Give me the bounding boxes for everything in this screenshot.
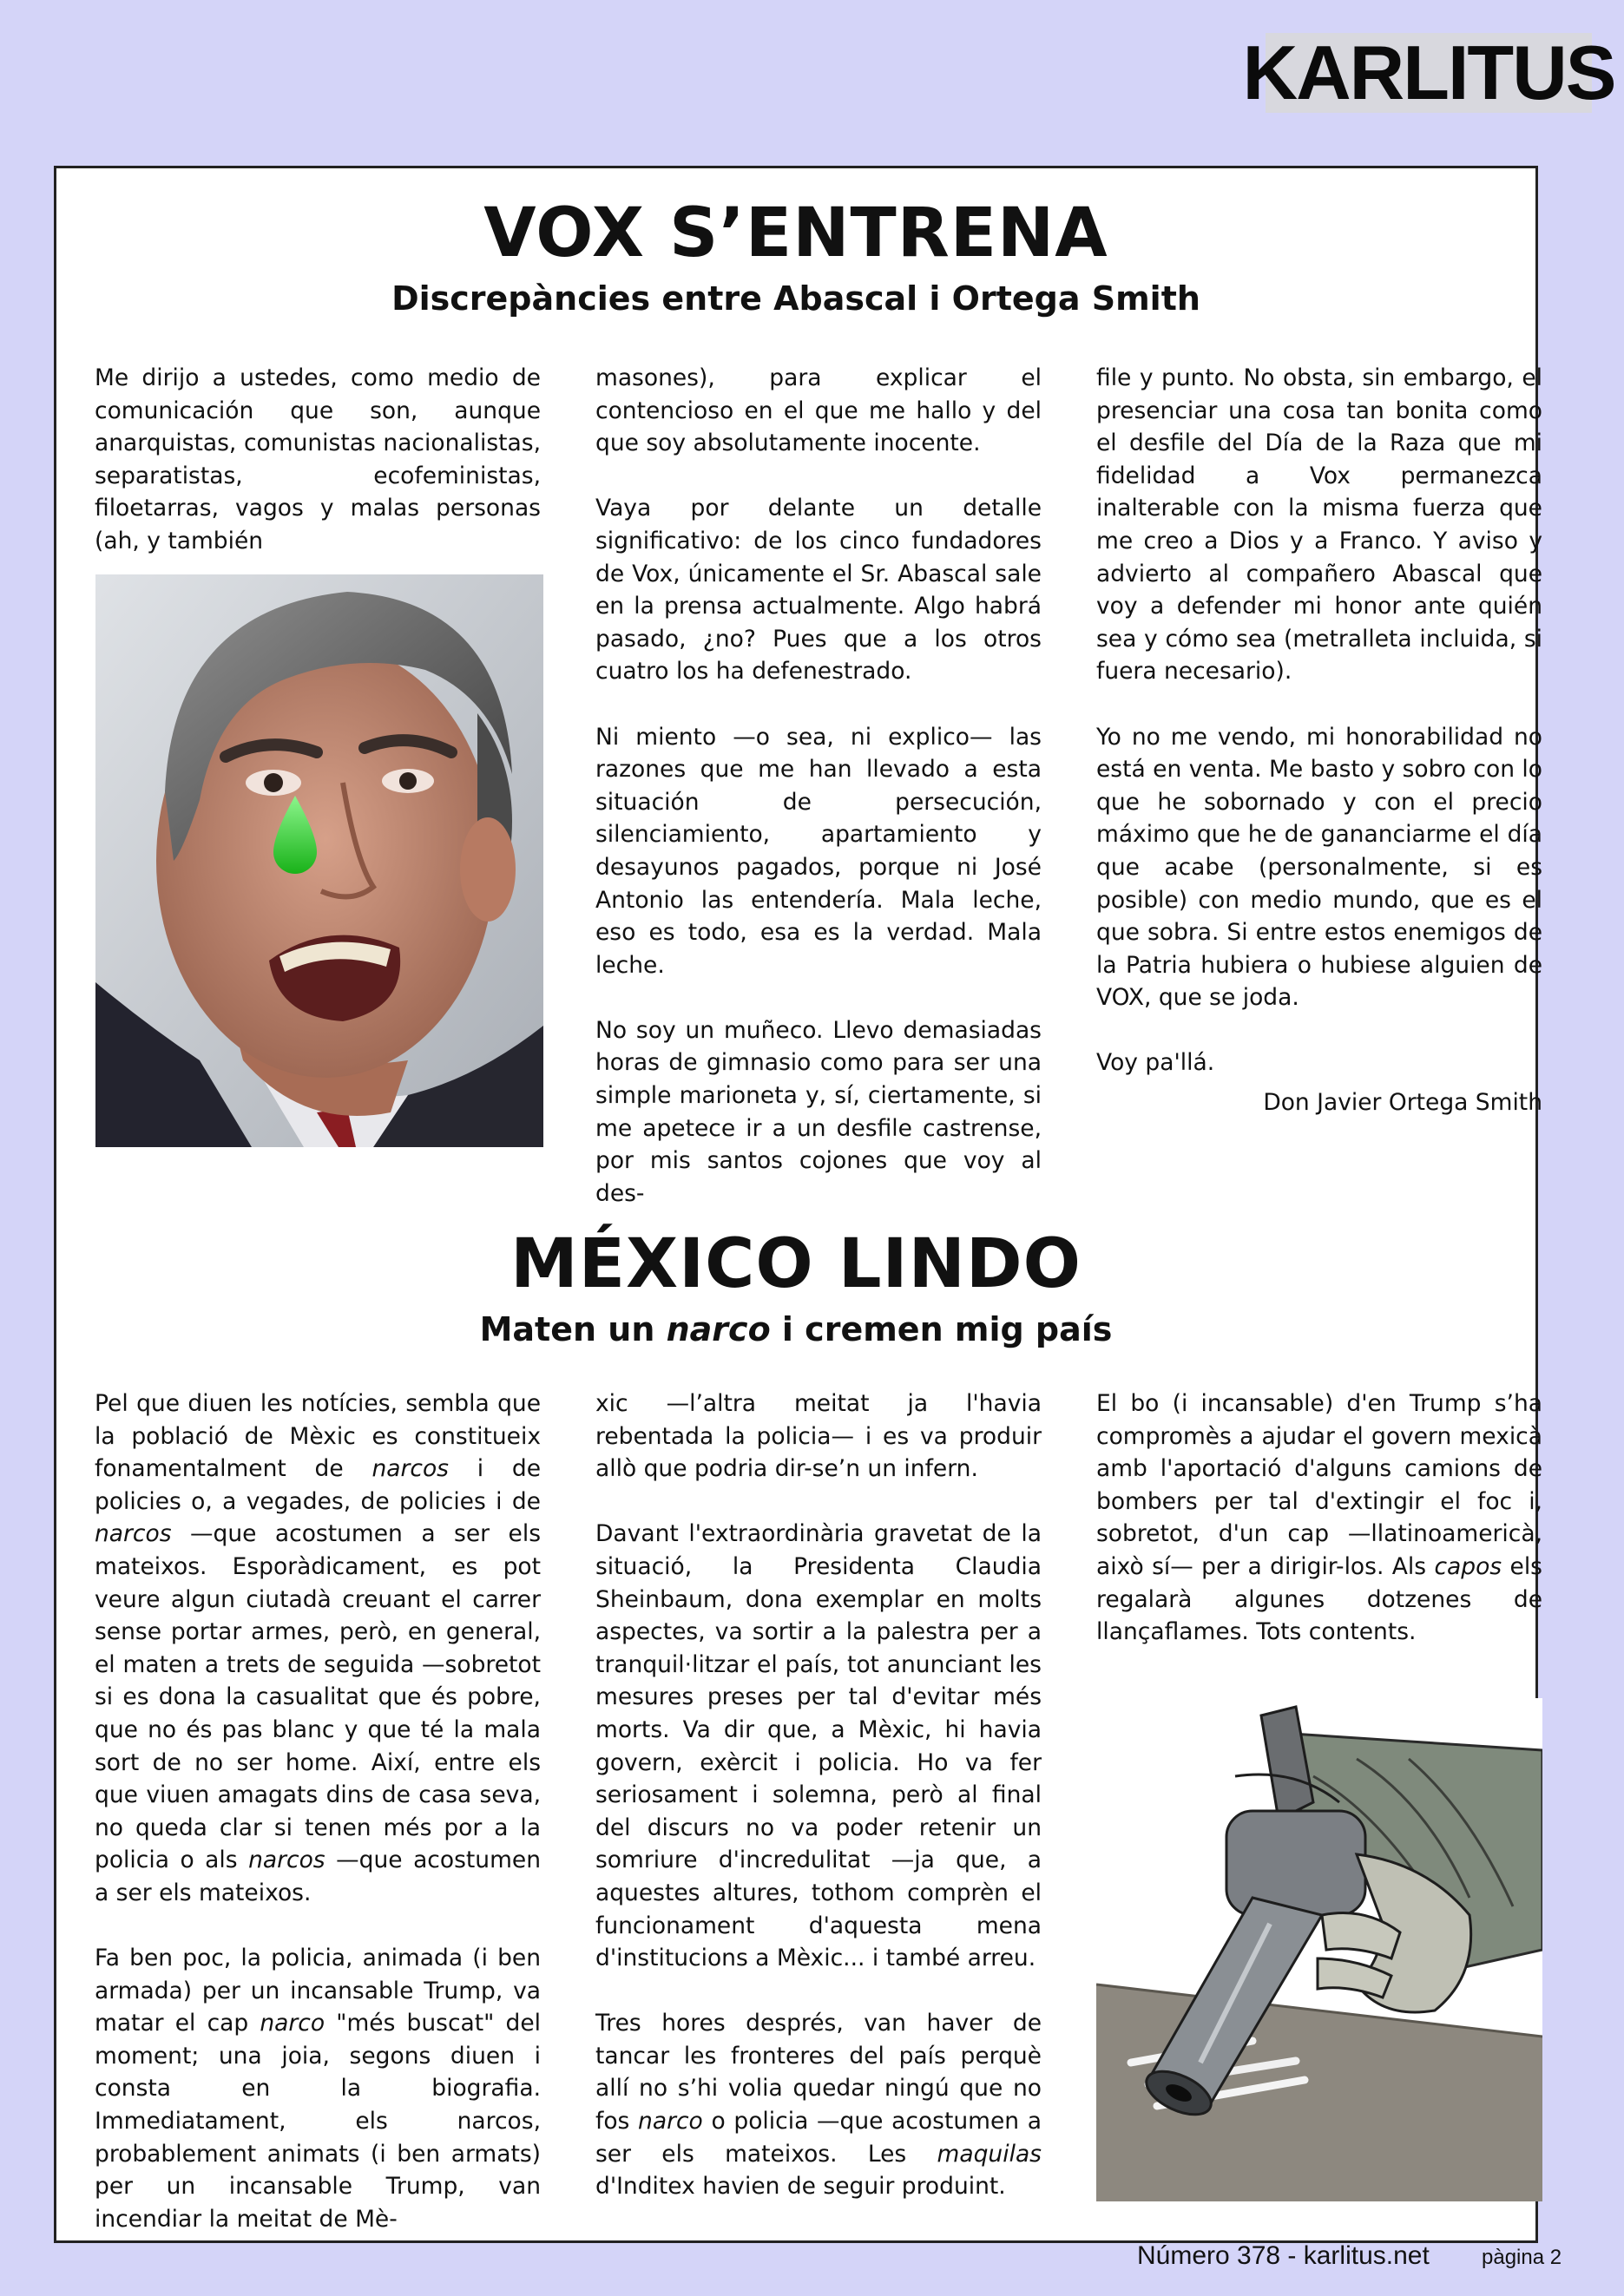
signature: Don Javier Ortega Smith — [1263, 1089, 1542, 1117]
paragraph — [1096, 1387, 1542, 1649]
paragraph — [595, 2007, 1042, 2203]
revolver-drawing — [1096, 1698, 1542, 2201]
paragraph — [95, 1387, 541, 1910]
subtitle-text: i cremen mig país — [770, 1310, 1113, 1348]
italic-run: narcos — [95, 1520, 172, 1548]
article-2-column-1 — [95, 1387, 541, 2235]
text-run: —que acostumen a ser els mateixos. — [95, 1847, 541, 1906]
revolver-in-hand-illustration — [1096, 1698, 1542, 2201]
paragraph: Me dirijo a ustedes, como medio de comunicación que son, aunque anarquistas, comunistas nacionalistas, separatistas, ecofeministas, filoetarras, vagos y malas personas (ah, y también — [95, 364, 541, 554]
text-run: —que acostumen a ser els mateixos. Esporàdicament, es pot veure algun ciutadà creuant el carrer sense portar armes, però, en general, el maten a trets de seguida —sobretot si es dona la casualitat que és pobre, que no és pas blanc y que té la mala sort de no ser home. Així, entre els que viuen amagats dins de casa seva, no queda clar si tenen més por a la policia o als — [95, 1520, 541, 1874]
text-run: Pel que diuen les notícies, sembla que la població de Mèxic es constitueix fonamentalment de — [95, 1390, 541, 1483]
article-2-column-2 — [595, 1387, 1042, 2203]
page-number: pàgina 2 — [1482, 2246, 1562, 2269]
paragraph: Yo no me vendo, mi honorabilidad no está en venta. Me basto y sobro con lo que he sobornado y con el precio máximo que he de gananciarme el día que acabe (personalmente, si es posible) con medio mundo, que es el que sobra. Si entre estos enemigos de la Patria hubiera o hubiese alguien de VOX, que se joda. — [1096, 723, 1542, 1012]
article-2-column-3 — [1096, 1387, 1542, 1649]
paragraph: Vaya por delante un detalle significativo: de los cinco fundadores de Vox, únicamente el Sr. Abascal sale en la prensa actualmente. Algo habrá pasado, ¿no? Pues que a los otros cuatro los ha defenestrado. — [595, 495, 1042, 686]
article-1-column-2 — [595, 362, 1042, 1210]
article-1-subtitle: Discrepàncies entre Abascal i Ortega Smith — [391, 279, 1200, 318]
article-2-subtitle — [56, 1310, 1535, 1348]
italic-run: maquilas — [937, 2140, 1042, 2168]
paragraph: No soy un muñeco. Llevo demasiadas horas de gimnasio como para ser una simple marioneta y, sí, ciertamente, si me apetece ir a un desfile castrense, por mis santos cojones que voy al des- — [595, 1016, 1042, 1207]
italic-run: capos — [1434, 1552, 1502, 1580]
logo-text: KARLITUS — [1242, 30, 1615, 115]
text-run: els regalarà algunes dotzenes de llançaflames. Tots contents. — [1096, 1552, 1542, 1646]
text-run: "més buscat" del moment; una joia, segons diuen i consta en la biografia. Immediatament, els narcos, probablement animats (i ben armats) per un incansable Trump, van incendiar la meitat de Mè- — [95, 2010, 541, 2233]
portrait-illustration — [95, 574, 543, 1147]
issue-footer: Número 378 - karlitus.net — [1137, 2241, 1430, 2270]
article-1-title: VOX S’ENTRENA — [483, 194, 1108, 272]
text-run: El bo (i incansable) d'en Trump s’ha compromès a ajudar el govern mexicà amb l'aportació d'alguns camions de bombers per tal d'extingir el foc i, sobretot, d'un cap —llatinoamericà, això sí— per a dirigir-los. Als — [1096, 1390, 1542, 1580]
paragraph: file y punto. No obsta, sin embargo, el presenciar una cosa tan bonita como el desfile del Día de la Raza que mi fidelidad a Vox permanezca inalterable con la misma fuerza que me creo a Dios y a Franco. Y aviso y advierto al compañero Abascal que voy a defender mi honor ante quién sea y cómo sea (metralleta incluida, si fuera necesario). — [1096, 364, 1542, 686]
paragraph: xic —l’altra meitat ja l'havia rebentada la policia— i es va produir allò que podria dir-se’n un infern. — [595, 1390, 1042, 1483]
article-1-column-3 — [1096, 362, 1542, 1119]
italic-run: narcos — [248, 1847, 325, 1874]
paragraph: masones), para explicar el contencioso en el que me hallo y del que soy absolutamente inocente. — [595, 364, 1042, 457]
paragraph: Ni miento —o sea, ni explico— las razones que me han llevado a esta situación de persecución, silenciamiento, apartamiento y desayunos pagados, porque ni José Antonio las entendería. Mala leche, eso es todo, esa es la verdad. Mala leche. — [595, 723, 1042, 979]
italic-run: narco — [260, 2010, 325, 2037]
paragraph: Voy pa'llá. — [1096, 1049, 1215, 1077]
text-run: d'Inditex havien de seguir produint. — [595, 2173, 1006, 2201]
text-run: Fa ben poc, la policia, animada (i ben armada) per un incansable Trump, va matar el cap — [95, 1945, 541, 2037]
paragraph: Davant l'extraordinària gravetat de la situació, la Presidenta Claudia Sheinbaum, dona exemplar en molts aspectes, va sortir a la palestra per a tranquil·litzar el país, tot anunciant les mesures preses per tal d'evitar més morts. Va dir que, a Mèxic, hi havia govern, exèrcit i policia. Ho va fer seriosament i solemna, però al final del discurs no va poder retenir un somriure d'incredulitat —ja que, a aquestes altures, tothom comprèn el funcionament d'aquesta mena d'institucions a Mèxic... i també arreu. — [595, 1520, 1042, 1972]
paragraph — [95, 1942, 541, 2235]
page-sheet — [54, 166, 1542, 2243]
subtitle-text: Maten un — [479, 1310, 667, 1348]
text-run: Tres hores després, van haver de tancar les fronteres del país perquè allí no s’hi volia quedar ningú que no fos — [595, 2010, 1042, 2135]
article-1-column-1 — [95, 362, 541, 558]
italic-run: narco — [638, 2108, 703, 2135]
text-run: i de policies o, a vegades, de policies i de — [95, 1455, 541, 1515]
subtitle-emphasis: narco — [666, 1310, 771, 1348]
article-2-title: MÉXICO LINDO — [510, 1225, 1082, 1303]
text-run: o policia —que acostumen a ser els mateixos. Les — [595, 2108, 1042, 2168]
karlitus-logo — [1242, 30, 1615, 115]
ortega-smith-crying-photo — [95, 574, 543, 1147]
italic-run: narcos — [371, 1455, 449, 1483]
